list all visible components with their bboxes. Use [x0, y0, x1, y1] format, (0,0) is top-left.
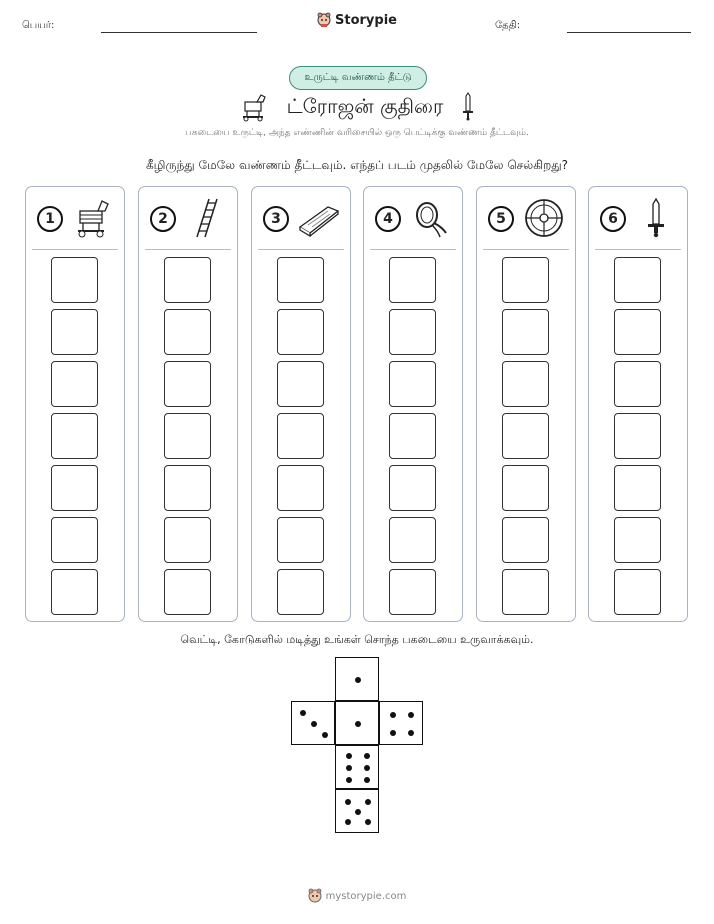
color-box[interactable]	[51, 413, 98, 459]
storypie-mascot-icon	[317, 12, 331, 28]
dice-pip	[364, 765, 370, 771]
brand-logo	[0, 12, 714, 32]
wooden-plank-icon	[298, 197, 340, 239]
column-divider	[145, 249, 231, 250]
dice-pip	[346, 777, 352, 783]
column-4	[363, 186, 463, 622]
color-box[interactable]	[277, 465, 324, 511]
color-box[interactable]	[502, 465, 549, 511]
dice-pip	[390, 730, 396, 736]
color-box[interactable]	[277, 517, 324, 563]
dice-pip	[365, 799, 371, 805]
column-divider	[370, 249, 456, 250]
color-box[interactable]	[614, 517, 661, 563]
color-box[interactable]	[277, 309, 324, 355]
column-number: 2	[150, 206, 176, 232]
color-box[interactable]	[277, 569, 324, 615]
color-box[interactable]	[277, 413, 324, 459]
footer	[0, 888, 714, 907]
color-box[interactable]	[164, 465, 211, 511]
color-box[interactable]	[277, 361, 324, 407]
name-label: பெயர்:	[22, 20, 55, 31]
column-6	[588, 186, 688, 622]
color-box[interactable]	[389, 361, 436, 407]
column-divider	[32, 249, 118, 250]
color-box[interactable]	[164, 257, 211, 303]
color-box[interactable]	[502, 257, 549, 303]
color-box[interactable]	[51, 517, 98, 563]
color-box[interactable]	[51, 465, 98, 511]
color-box[interactable]	[164, 517, 211, 563]
color-box[interactable]	[614, 309, 661, 355]
sword-icon	[635, 197, 677, 239]
dice-face	[335, 701, 379, 745]
page-title: ட்ரோஜன் குதிரை	[286, 93, 444, 118]
color-box[interactable]	[614, 257, 661, 303]
dice-face	[335, 789, 379, 833]
dice-pip	[408, 712, 414, 718]
ladder-icon	[185, 197, 227, 239]
color-box[interactable]	[502, 413, 549, 459]
color-box[interactable]	[502, 309, 549, 355]
color-box[interactable]	[51, 569, 98, 615]
storypie-mascot-icon	[308, 888, 322, 904]
column-number: 3	[263, 206, 289, 232]
column-divider	[483, 249, 569, 250]
color-box[interactable]	[502, 361, 549, 407]
color-box[interactable]	[51, 309, 98, 355]
column-number: 4	[375, 206, 401, 232]
column-divider	[595, 249, 681, 250]
column-5	[476, 186, 576, 622]
name-line[interactable]	[101, 32, 257, 33]
dice-pip	[364, 777, 370, 783]
color-box[interactable]	[389, 517, 436, 563]
dice-face	[335, 745, 379, 789]
page-title-row	[0, 92, 714, 127]
dice-pip	[355, 721, 361, 727]
color-box[interactable]	[614, 361, 661, 407]
dice-face	[335, 657, 379, 701]
color-box[interactable]	[614, 569, 661, 615]
instructions-text: பகடையை உருட்டி, அந்த எண்ணின் வரிசையில் ஒரு பெட்டிக்கு வண்ணம் தீட்டவும்.	[185, 128, 529, 138]
dice-pip	[364, 753, 370, 759]
column-number: 1	[37, 206, 63, 232]
date-label: தேதி:	[495, 20, 521, 31]
dice-face	[291, 701, 335, 745]
dice-pip	[345, 799, 351, 805]
color-box[interactable]	[502, 569, 549, 615]
dice-pip	[346, 765, 352, 771]
color-box[interactable]	[502, 517, 549, 563]
dice-pip	[365, 819, 371, 825]
column-divider	[258, 249, 344, 250]
rope-icon	[410, 197, 452, 239]
column-1	[25, 186, 125, 622]
question-text: கீழிருந்து மேலே வண்ணம் தீட்டவும். எந்தப் படம் முதலில் மேலே செல்கிறது?	[145, 158, 569, 172]
trojan-horse-icon	[72, 197, 114, 239]
color-box[interactable]	[389, 413, 436, 459]
column-3	[251, 186, 351, 622]
dice-pip	[345, 819, 351, 825]
color-box[interactable]	[389, 465, 436, 511]
cut-instruction: வெட்டி, கோடுகளில் மடித்து உங்கள் சொந்த பகடையை உருவாக்கவும்.	[180, 633, 534, 646]
color-box[interactable]	[389, 309, 436, 355]
color-box[interactable]	[51, 257, 98, 303]
dice-pip	[390, 712, 396, 718]
dice-pip	[355, 809, 361, 815]
color-box[interactable]	[389, 257, 436, 303]
color-box[interactable]	[164, 413, 211, 459]
dice-pip	[311, 721, 317, 727]
sword-icon	[461, 92, 475, 122]
dice-pip	[346, 753, 352, 759]
color-box[interactable]	[51, 361, 98, 407]
dice-pip	[300, 710, 306, 716]
column-number: 5	[488, 206, 514, 232]
color-box[interactable]	[614, 465, 661, 511]
dice-pip	[322, 732, 328, 738]
color-box[interactable]	[164, 309, 211, 355]
color-box[interactable]	[277, 257, 324, 303]
dice-pip	[408, 730, 414, 736]
trojan-horse-icon	[239, 92, 269, 122]
brand-name: Storypie	[335, 12, 397, 28]
date-line[interactable]	[567, 32, 691, 33]
color-box[interactable]	[164, 569, 211, 615]
dice-pip	[355, 677, 361, 683]
footer-url[interactable]: mystorypie.com	[325, 890, 407, 902]
shield-icon	[523, 197, 565, 239]
dice-face	[379, 701, 423, 745]
color-box[interactable]	[614, 413, 661, 459]
color-box[interactable]	[164, 361, 211, 407]
column-number: 6	[600, 206, 626, 232]
column-2	[138, 186, 238, 622]
color-box[interactable]	[389, 569, 436, 615]
activity-badge: உருட்டி வண்ணம் தீட்டு	[289, 66, 427, 90]
